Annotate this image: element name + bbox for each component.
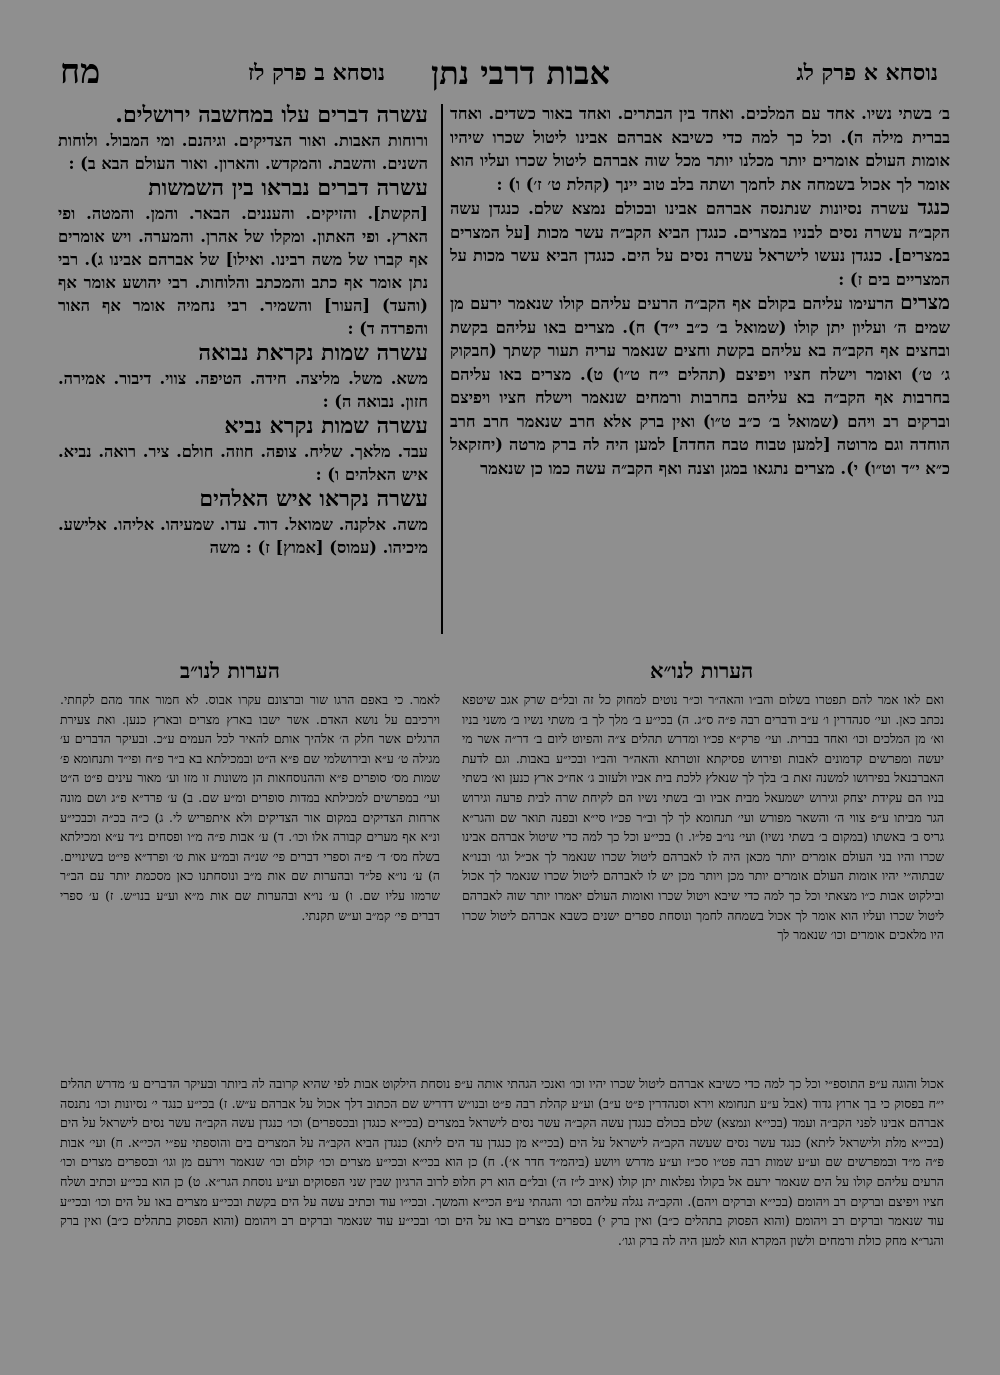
- notes-version-b: לאמר. כי באפם הרגו שור וברצונם עקרו אבוס. לא חמור אחד מהם לקחתי. וירכיבם על נושא האדם. אשר ישבו בארץ מצרים ובארץ כנען. ואת צעירת הרגלים אשר חלק ה׳ אלהיך אותם להאיר לכל העמים ע״כ. ובעיקר הדברים ע׳ מגילה ט׳ ע״א ובירושלמי שם פ״א ה״ט ובמכילתא בא ב״ר פ״ח ופי״ד ותנחומא פ׳ שמות מס׳ סופרים פ״א וההנוסחאות הן משונות זו מזו וע׳ מאור עינים פ״ט ה״ט ועי׳ במפרשים למכילתא במדות סופרים ומ״ע שם. ב) ע׳ פרד״א פ״ג ושם מונה ארחות הצדיקים במקום אור הצדיקים ולא איתפריש לי. ג) כ״ה בכ״ה וכבכי״ע ונ״א אף מערים קבורה אלו וכו׳. ד) ע׳ אבות פ״ה מ״ו ופסחים נ״ד ע״א ומכילתא בשלח מס׳ ד׳ פ״ה וספרי דברים פי׳ שנ״ה ובמ״ע אות ט׳ ופרד״א פי״ט בשינויים. ה) ע׳ נו״א פל״ד ובהערות שם אות מ״ב ונוסחתנו כאן מסכמת יותר עם הב״ר שרמזו עליו שם. ו) ע׳ נו״א ובהערות שם אות מ״א וע״ע בנו״ש. ז) ע׳ ספרי דברים פי׳ קמ״ב וע״ש תקנתי.: [60, 692, 440, 923]
- main-text-version-a: [450, 102, 950, 637]
- paragraph-1: ב׳ בשתי נשיו. אחד עם המלכים. ואחד בין הבתרים. ואחד באור כשדים. ואחד בברית מילה ה). וכל כך למה כדי כשיבא אברהם אבינו ליטול שכרו שיהיו אומות העולם אומרים יותר מכלנו יותר מכל שוה אברהם ליטול שכרו ועליו הוא אומר לך אכול בשמחה את לחמך ושתה בלב טוב יינך (קהלת ט׳ ז׳) ו) :: [450, 104, 950, 194]
- header-version-a: נוסחא א פרק לג: [796, 60, 938, 86]
- section-text: ורוחות האבות. ואור הצדיקים. וגיהנם. ומי המבול. ולוחות השנים. והשבת. והמקדש. והארון. ואור העולם הבא ב) :: [58, 131, 428, 173]
- page-number: מח: [60, 52, 101, 92]
- section-text: עבד. מלאך. שליח. צופה. חוזה. חולם. ציר. רואה. נביא. איש האלהים ו) :: [58, 442, 428, 484]
- paragraph-2-text: עשרה נסיונות שנתנסה אברהם אבינו ובכולם נמצא שלם. כנגדן עשה הקב״ה עשרה נסים לבניו במצרים. כנגדן הביא הקב״ה עשר מכות [על המצרים במצרים]. כנגדן נעשו לישראל עשרה נסים על הים. כנגדן הביא עשר מכות על המצריים בים ז) :: [450, 199, 950, 289]
- section-heading: עשרה שמות נקראת נבואה: [198, 340, 428, 366]
- section-heading: עשרה דברים נבראו בין השמשות: [148, 175, 428, 201]
- header-version-b: נוסחא ב פרק לז: [248, 60, 385, 86]
- column-divider: [441, 104, 443, 634]
- main-text-version-b: [58, 102, 428, 637]
- paragraph-2-lead: כנגד: [917, 195, 950, 219]
- header-title: אבות דרבי נתן: [431, 54, 610, 92]
- section-man-of-god: [58, 486, 428, 559]
- section-ten-things-twilight: [58, 175, 428, 340]
- notes-title-version-a: הערות לנו״א: [650, 658, 754, 683]
- paragraph-3-text: הרעימו עליהם בקולם אף הקב״ה הרעים עליהם קולו שנאמר ירעם מן שמים ה׳ ועליון יתן קולו (שמואל ב׳ כ״ב י״ד) ח). מצרים באו עליהם בקשת ובחצים אף הקב״ה בא עליהם בקשת וחצים שנאמר עריה תעור קשתך (חבקוק ג׳ ט׳) ואומר וישלח חציו ויפיצם (תהלים י״ח ט״ו) ט). מצרים באו עליהם בחרבות אף הקב״ה בא עליהם בחרבות ורמחים שנאמר וישלח חציו ויפיצם וברקים רב ויהם (שמואל ב׳ כ״ב ט״ו) ואין ברק אלא חרב שנאמר חרב חרב הוחדה וגם מרוטה [למען טבוח טבח החדה] למען היה לה ברק מרטה (יחזקאל כ״א י״ד וט״ו) י). מצרים נתגאו במגן וצנה ואף הקב״ה עשה כמו כן שנאמר: [450, 294, 950, 478]
- section-heading: עשרה נקראו איש האלהים: [199, 486, 428, 512]
- notes-title-version-b: הערות לנו״ב: [180, 658, 280, 683]
- notes-continuation: אכול והוגה ע״פ התוספ״י וכל כך למה כדי כשיבא אברהם ליטול שכרו יהיו וכו׳ ואנכי הגהתי אותה ע״פ נוסחת הילקוט אבות לפי שהיא קרובה לה ביותר ובעיקר הדברים ע׳ מדרש תהלים י״ח בפסוק כי בך ארוץ גדוד (אבל ע״ע תנחומא וירא וסנהדרין פ״ט ע״ב) וע״ע קהלת רבה פ״ט ובנו״ש דדריש שם הכתוב דלך אכול על אברהם ע״ש. ז) בכי״ע כנגד י׳ נסיונות וכו׳ נתנסה אברהם אבינו לפני הקב״ה ועמד (בכי״א ונמצא) שלם בכולם כנגדן עשה הקב״ה עשר נסים לישראל במצרים (בכי״א כנגדן ובכספרים) וכו׳ כנגדן עשה הקב״ה עשר נסים לישראל על הים (בכי״א מלת ולישראל ליתא) כנגד עשר נסים שעשה הקב״ה לישראל על הים (בכי״א מן כנגדן עד הים ליתא) כנגדן הביא הקב״ה על המצרים בים והוספתי עפ״י הכי״א. ח) ועי׳ אבות פ״ה מ״ד ובמפרשים שם וע״ע שמות רבה פט״ו סכ״ז וע״ע מדרש ויושע (ביהמ״ד חדר א׳). ח) כן הוא בכי״א ובכי״ע מצרים וכו׳ קולם וכו׳ שנאמר וירעם מן וגו׳ ובספרים מצרים וכו׳ הרעים עליהם קולו על הים שנאמר ירעם אל בקולו נפלאות יתן קולו (איוב ל״ז ה׳) ובל״ם הוא רק חלופ לרוב הרגיון שבין שני הפסוקים וע״ע נוסחת הגר״א. ט) כן הוא בכי״ע וכתיב ושלח חציו ויפיצם וברקים רב ויהומם (בכי״א וברקים ויהם). והקב״ה נגלה עליהם וכו׳ והגהתי ע״פ הכי״א והמשך. ובכי״ו עוד וכתיב עשה על הים בקשת ובכי״ע מצרים באו על הים וכו׳ ובכי״ע עוד שנאמר וברקים רב ויהומם (והוא הפסוק בתהלים כ״ב) ואין ברק י) בספרים מצרים באו על הים וכו׳ ובכי״ע עוד שנאמר וברקים רב ויהומם (והוא הפסוק בתהלים כ״ב) ואין ברק והגר״א מחק כולת ורמחים ולשון המקרא הוא למען היה לה ברק וגו׳.: [60, 1076, 944, 1248]
- section-ten-things-thought: [58, 102, 428, 175]
- section-heading: עשרה שמות נקרא נביא: [224, 413, 428, 439]
- paragraph-3-lead: מצרים: [900, 290, 950, 314]
- notes-version-a: ואם לאו אמר להם תפטרו בשלום והב״ו והאה״ר וכ״ר נוטים למחוק כל זה ובל״ם שרק אגב שיטפא נכתב כאן. ועי׳ סנהדרין ו׳ ע״ב ודברים רבה פ״ה ס״ג. ה) בכי״ע ב׳ מלך לך ב׳ משתי נשיו ב׳ משני בניו וא׳ מן המלכים וכו׳ ואחד בברית. ועי׳ פרק״א פכ״ו ומדרש תהלים צ״ה והפיוט ליום ב׳ דר״ה אשר מי יעשה ומפרשים קדמונים לאבות ופירוש פסיקתא זוטרתא והאה״ר והב״ו ובכי״ע באבות. וגם לדעת האברבנאל בפירושו למשנה זאת ב׳ בלך לך שנאלץ ללכת בית אביו ולעזוב ג׳ אח״כ ארץ כנען וא׳ בשתי בניו הם עקידת יצחק וגירוש ישמעאל מבית אביו וב׳ בשתי נשיו הם לקיחת שרה לבית פרעה וגירוש הגר מביתו ע״פ צווי ה׳ והשאר מפורש ועי׳ תנחומא לך לך וב״ר פכ״ו סי״א ובפנה תואר שם והגר״א גריס ב׳ באשתו (במקום ב׳ בשתי נשיו) ועי׳ נו״ב פל״ו. ו) בכי״ע וכל כך למה כדי שיטול אברהם אבינו שכרו והיו בני העולם אומרים יותר מכאן היה לו לאברהם ליטול שכרו שנאמר לך אכ״ל וגו׳ ובנו״א שבתוה״י יהיו אומות העולם אומרים יותר מכן ויותר מכן יש לו לאברהם ליטול שכרו שנאמר לך אכול ובילקוט אבות כ״ו מצאתי וכל כך למה כדי שיבא ויטול שכרו ואומות העולם יאמרו יותר שוה לאברהם ליטול שכרו ועליו הוא אומר לך אכול בשמחה לחמך ונוסחת ספרים ישנים כשבא אברהם ליטול שכרו היו מלאכים אומרים וכו׳ שנאמר לך: [462, 692, 944, 943]
- section-text: [הקשת]. והזיקים. והעננים. הבאר. והמן. והמטה. ופי הארץ. ופי האתון. ומקלו של אהרן. והמערה. ויש אומרים אף קברו של משה רבינו. ואילו] של אברהם אבינו ג). רבי נתן אומר אף כתב והמכתב והלוחות. רבי יהושע אומר אף (והעד) [העור] והשמיר. רבי נחמיה אומר אף האור והפרדה ד) :: [58, 204, 428, 338]
- section-heading: עשרה דברים עלו במחשבה ירושלים.: [115, 102, 428, 128]
- section-text: משה. אלקנה. שמואל. דוד. עדו. שמעיהו. אליהו. אלישע. מיכיהו. (עמוס) [אמוץ] ז) : משה: [58, 515, 428, 557]
- section-names-of-prophecy: [58, 340, 428, 413]
- running-header: [60, 52, 940, 100]
- paragraph-3: [450, 291, 950, 480]
- paragraph-2: [450, 196, 950, 291]
- section-names-of-prophet: [58, 413, 428, 486]
- section-text: משא. משל. מליצה. חידה. הטיפה. צווי. דיבור. אמירה. חזון. נבואה ה) :: [58, 369, 428, 411]
